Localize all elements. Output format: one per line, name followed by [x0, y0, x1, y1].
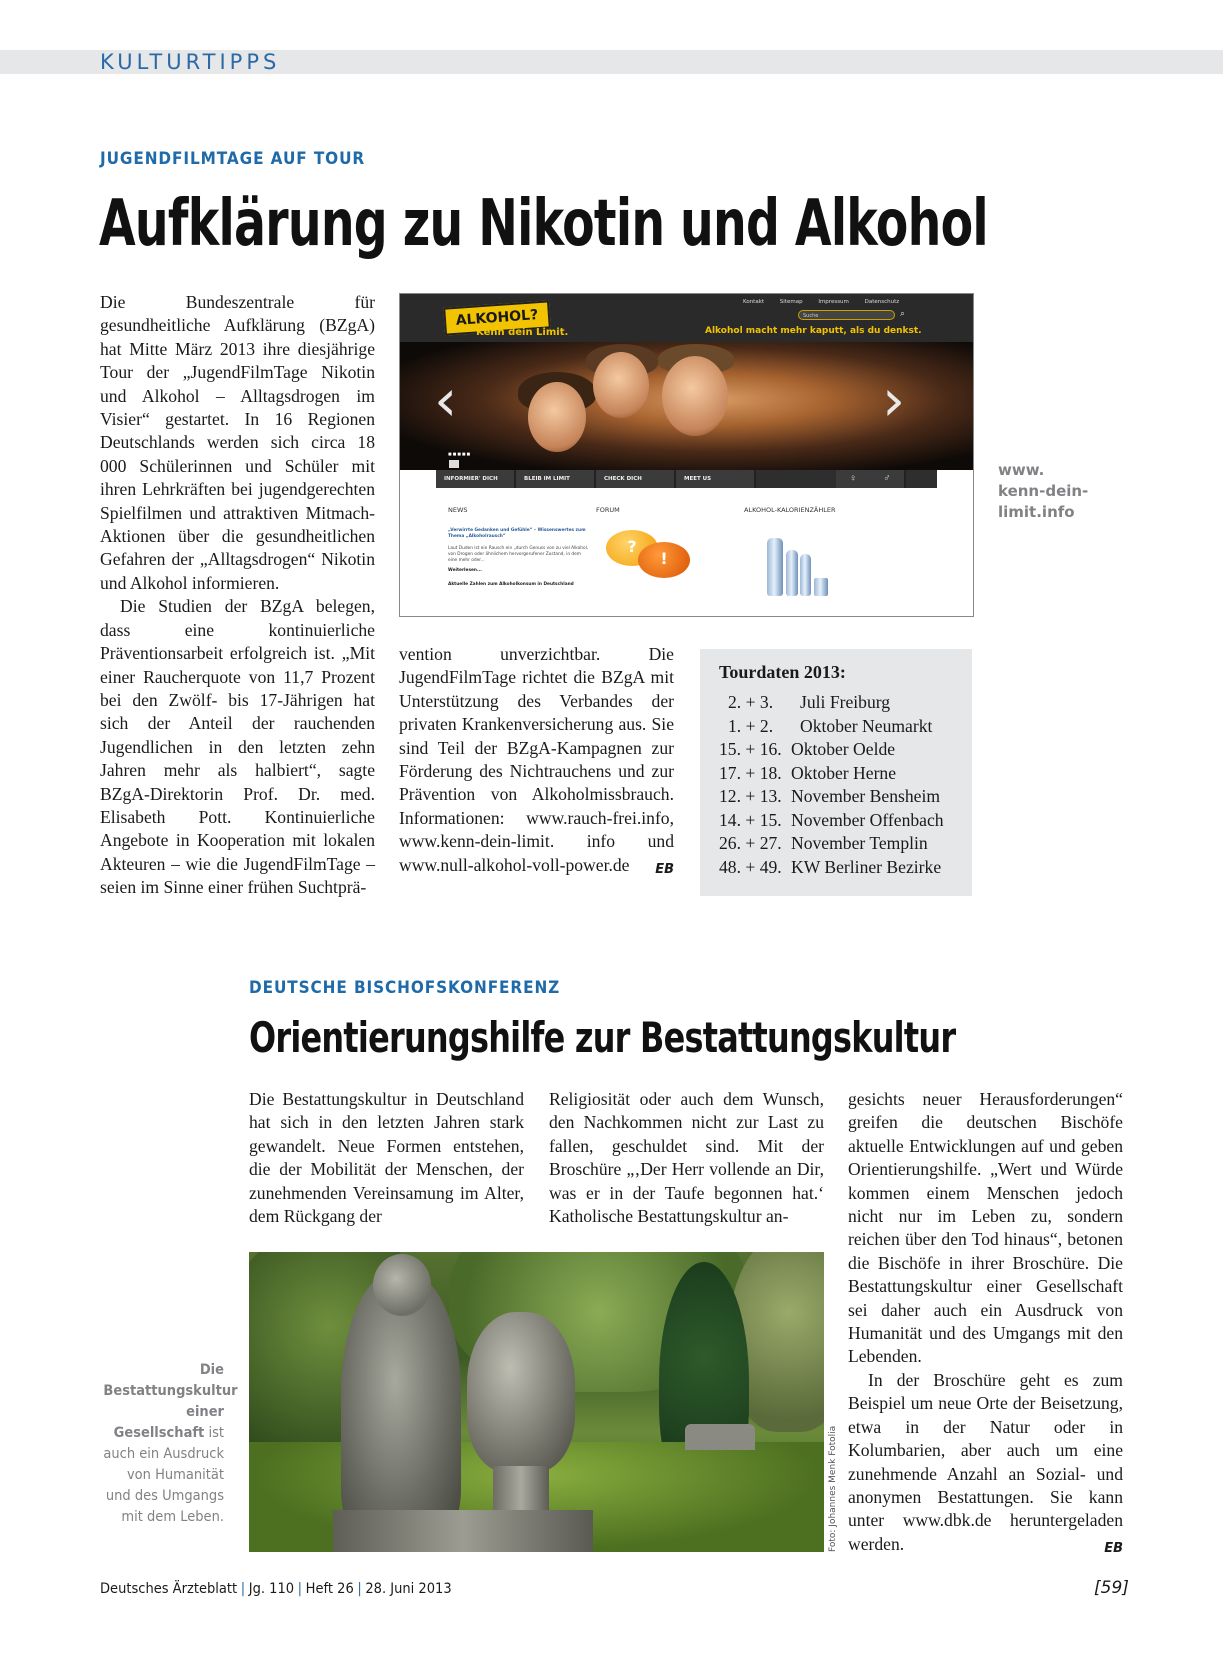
web-search-field: Suche	[798, 310, 895, 320]
article2-paragraph-4-text: In der Broschüre geht es zum Beispiel um neue Orte der Beisetzung, etwa in der Natur oder in Kolumbarien, aber auch um eine zunehmende Anzahl an Sozial- und anonymen Bestattungen. Sie kann unter www.dbk.de heruntergeladen werden.	[848, 1369, 1123, 1554]
web-logo: ALKOHOL?	[443, 300, 551, 335]
journal-name: Deutsches Ärzteblatt	[100, 1581, 238, 1597]
list-item	[719, 762, 944, 786]
speech-bubble-icon: ?	[606, 530, 658, 566]
play-icon	[449, 460, 459, 468]
bottle-icon	[786, 550, 798, 596]
tour-date: 48. + 49.	[719, 856, 782, 877]
female-icon: ♀	[836, 470, 872, 488]
article1-paragraph-2: Die Studien der BZgA belegen, dass eine kontinuierliche Präventionsarbeit erfolgreich ist. „Mit einer Raucherquote von 11,7 Prozent bei den Zwölf- bis 17-Jährigen hat sich der Anteil der rauchenden Jugendlichen in den letzten zehn Jahren mehr als halbiert“, sagte BZgA-Direktorin Prof. Dr. med. Elisabeth Pott. Kontinuierliche Angebote in Kooperation mit lokalen Akteuren – wie die JugendFilmTage – seien im Sinne einer frühen Suchtprä-	[100, 596, 375, 898]
article1-paragraph-3	[399, 643, 674, 877]
tour-date: 15. + 16.	[719, 739, 782, 759]
male-icon: ♂	[870, 470, 906, 488]
list-item	[719, 809, 944, 833]
chevron-left-icon: ‹	[434, 366, 458, 434]
face-shape	[662, 356, 728, 436]
figure-2-caption-bold: Die Bestattungskultur einer Gesellschaft	[103, 1362, 238, 1441]
plinth-shape	[333, 1510, 593, 1552]
figure-2-caption-text: ist auch ein Ausdruck von Humanität und des Umgangs mit dem Leben.	[103, 1425, 224, 1525]
face-shape	[528, 382, 586, 452]
urn-foot	[493, 1466, 549, 1510]
web-news-headline: „Verwirrte Gedanken und Gefühle“ – Wissenswertes zum Thema „Alkoholrausch“	[448, 528, 586, 539]
glass-icon	[814, 578, 828, 596]
article1-paragraph-3-text: vention unverzichtbar. Die JugendFilmTage richtet die BZgA mit Unterstützung des Verbandes der privaten Krankenversicherung aus. Sie sind Teil der BZgA-Kampagnen zur Förderung des Nichtrauchens und zur Prävention von Alkoholmissbrauch. Informationen: www.rauch-frei.info, www.kenn-dein-limit. info und www.null-alkohol-voll-power.de	[399, 644, 674, 875]
tour-dates-box	[700, 649, 972, 896]
article1-paragraph-1: Die Bundeszentrale für gesundheitliche Aufklärung (BZgA) hat Mitte März 2013 ihre diesjährige Tour der „JugendFilmTage Nikotin und Alkohol – Alltagsdrogen im Visier“ gestartet. In 16 Regionen Deutschlands werden sich circa 18 000 Schülerinnen und Schüler mit ihren Lehrkräften bei jugendgerechten Spielfilmen und attraktiven Mitmach-Aktionen über die gesundheitlichen Gefahren der „Alltagsdrogen“ Nikotin und Alkohol informieren.	[100, 292, 375, 593]
tour-date: 12. + 13.	[719, 786, 782, 806]
footer-citation	[100, 1581, 452, 1597]
author-initials: EB	[1104, 1540, 1123, 1556]
journal-volume: Jg. 110	[248, 1581, 295, 1597]
web-slogan: Alkohol macht mehr kaputt, als du denkst.	[705, 326, 922, 336]
urn-shape	[467, 1312, 575, 1472]
photo-credit: Foto: Johannes Menk Fotolia	[828, 1425, 838, 1552]
article2-column-2	[549, 1088, 824, 1228]
article2-headline: Orientierungshilfe zur Bestattungskultur	[249, 1013, 956, 1062]
web-nav-tab: INFORMIER' DICH	[436, 470, 516, 488]
journal-date: 28. Juni 2013	[365, 1581, 452, 1597]
tour-date: 14. + 15.	[719, 809, 782, 830]
web-nav-tab: BLEIB IM LIMIT	[516, 470, 596, 488]
web-logo-subtitle: Kenn dein Limit.	[476, 327, 569, 338]
list-item	[719, 832, 944, 856]
tour-place: Oktober Oelde	[791, 739, 896, 759]
web-news-teaser	[448, 528, 590, 588]
tour-place: Oktober Herne	[791, 762, 897, 783]
list-item	[719, 856, 944, 880]
list-item	[719, 738, 944, 762]
web-news-footer: Aktuelle Zahlen zum Alkoholkonsum in Deutschland	[448, 582, 574, 587]
separator: |	[357, 1581, 362, 1597]
figure-2-caption	[103, 1360, 238, 1528]
article2-kicker: DEUTSCHE BISCHOFSKONFERENZ	[249, 978, 561, 998]
statue-photo	[249, 1252, 824, 1552]
bottle-icon	[800, 554, 811, 596]
web-nav-tab: CHECK DICH	[596, 470, 676, 488]
face-shape	[593, 352, 649, 418]
statue-head	[373, 1254, 431, 1316]
search-icon: ⌕	[900, 308, 906, 318]
gravestone-shape	[685, 1424, 755, 1450]
tour-place: KW Berliner Bezirke	[791, 856, 942, 877]
tour-dates-list	[719, 691, 944, 879]
tour-place: November Bensheim	[791, 786, 941, 806]
article2-paragraph-2: Religiosität oder auch dem Wunsch, den Nachkommen nicht zur Last zu fallen, geschuldet sind. Mit der Broschüre „‚Der Herr vollende an Dir, was er in der Taufe begonnen hat.‘ Katholische Bestattungskultur an-	[549, 1089, 824, 1227]
web-nav-tab: MEET US	[676, 470, 756, 488]
web-forum-title: FORUM	[596, 506, 620, 514]
tour-dates-title: Tourdaten 2013:	[719, 662, 846, 682]
author-initials: EB	[655, 861, 674, 877]
web-news-title: NEWS	[448, 506, 468, 514]
tour-place: Oktober Neumarkt	[800, 715, 933, 736]
list-item	[719, 785, 944, 809]
separator: |	[240, 1581, 246, 1597]
section-label: KULTURTIPPS	[100, 50, 281, 74]
article1-column-1	[100, 291, 375, 900]
web-news-more: Weiterlesen...	[448, 568, 482, 573]
article1-column-2	[399, 643, 674, 881]
article2-column-1	[249, 1088, 524, 1228]
tour-date: 17. + 18.	[719, 762, 782, 783]
tour-date: 2. + 3.	[728, 692, 774, 712]
web-hero-image	[400, 342, 973, 470]
web-news-body: Laut Duden ist ein Rausch ein „durch Genuss von zu viel Alkohol, von Drogen oder ähnlichem hervorgerufener Zustand, in dem eine mehr oder...	[448, 546, 589, 563]
tour-place: Juli Freiburg	[800, 692, 891, 712]
article2-column-3	[848, 1088, 1123, 1560]
article2-paragraph-3: gesichts neuer Herausforderungen“ greifen die deutschen Bischöfe aktuelle Entwicklungen auf und geben Orientierungshilfe. „Wert und Würde kommen einem Menschen jedoch nicht nur im Leben zu, sondern reichen über den Tod hinaus“, betonen die Bischöfe in ihrer Broschüre. Die Bestattungskultur einer Gesellschaft sei daher auch ein Ausdruck von Humanität und des Umgangs mit den Lebenden.	[848, 1089, 1123, 1367]
figure-1-caption: www. kenn-dein- limit.info	[998, 461, 1089, 521]
article1-headline: Aufklärung zu Nikotin und Alkohol	[99, 187, 988, 261]
list-item	[719, 691, 944, 715]
chevron-right-icon: ›	[882, 366, 906, 434]
article2-paragraph-1: Die Bestattungskultur in Deutschland hat sich in den letzten Jahren stark gewandelt. Neue Formen entstehen, die der Mobilität der Menschen, der zunehmenden Vereinsamung im Alter, dem Rückgang der	[249, 1089, 524, 1227]
website-screenshot	[399, 293, 974, 617]
article1-kicker: JUGENDFILMTAGE AUF TOUR	[100, 149, 366, 169]
tour-place: November Templin	[791, 833, 928, 853]
slider-dots: ■■■■■	[448, 452, 472, 458]
list-item	[719, 715, 944, 739]
web-calorie-title: ALKOHOL-KALORIENZÄHLER	[744, 506, 836, 514]
tour-date: 26. + 27.	[719, 833, 782, 853]
tour-date: 1. + 2.	[728, 715, 774, 736]
web-top-navigation: Kontakt Sitemap Impressum Datenschutz	[743, 299, 900, 305]
separator: |	[297, 1581, 303, 1597]
article2-paragraph-4	[848, 1369, 1123, 1556]
bottle-icon	[767, 538, 783, 596]
speech-bubble-icon: !	[638, 542, 690, 578]
page-number: [59]	[1094, 1578, 1129, 1598]
web-main-navigation	[436, 470, 937, 488]
tour-place: November Offenbach	[791, 809, 944, 830]
journal-issue: Heft 26	[305, 1581, 354, 1597]
